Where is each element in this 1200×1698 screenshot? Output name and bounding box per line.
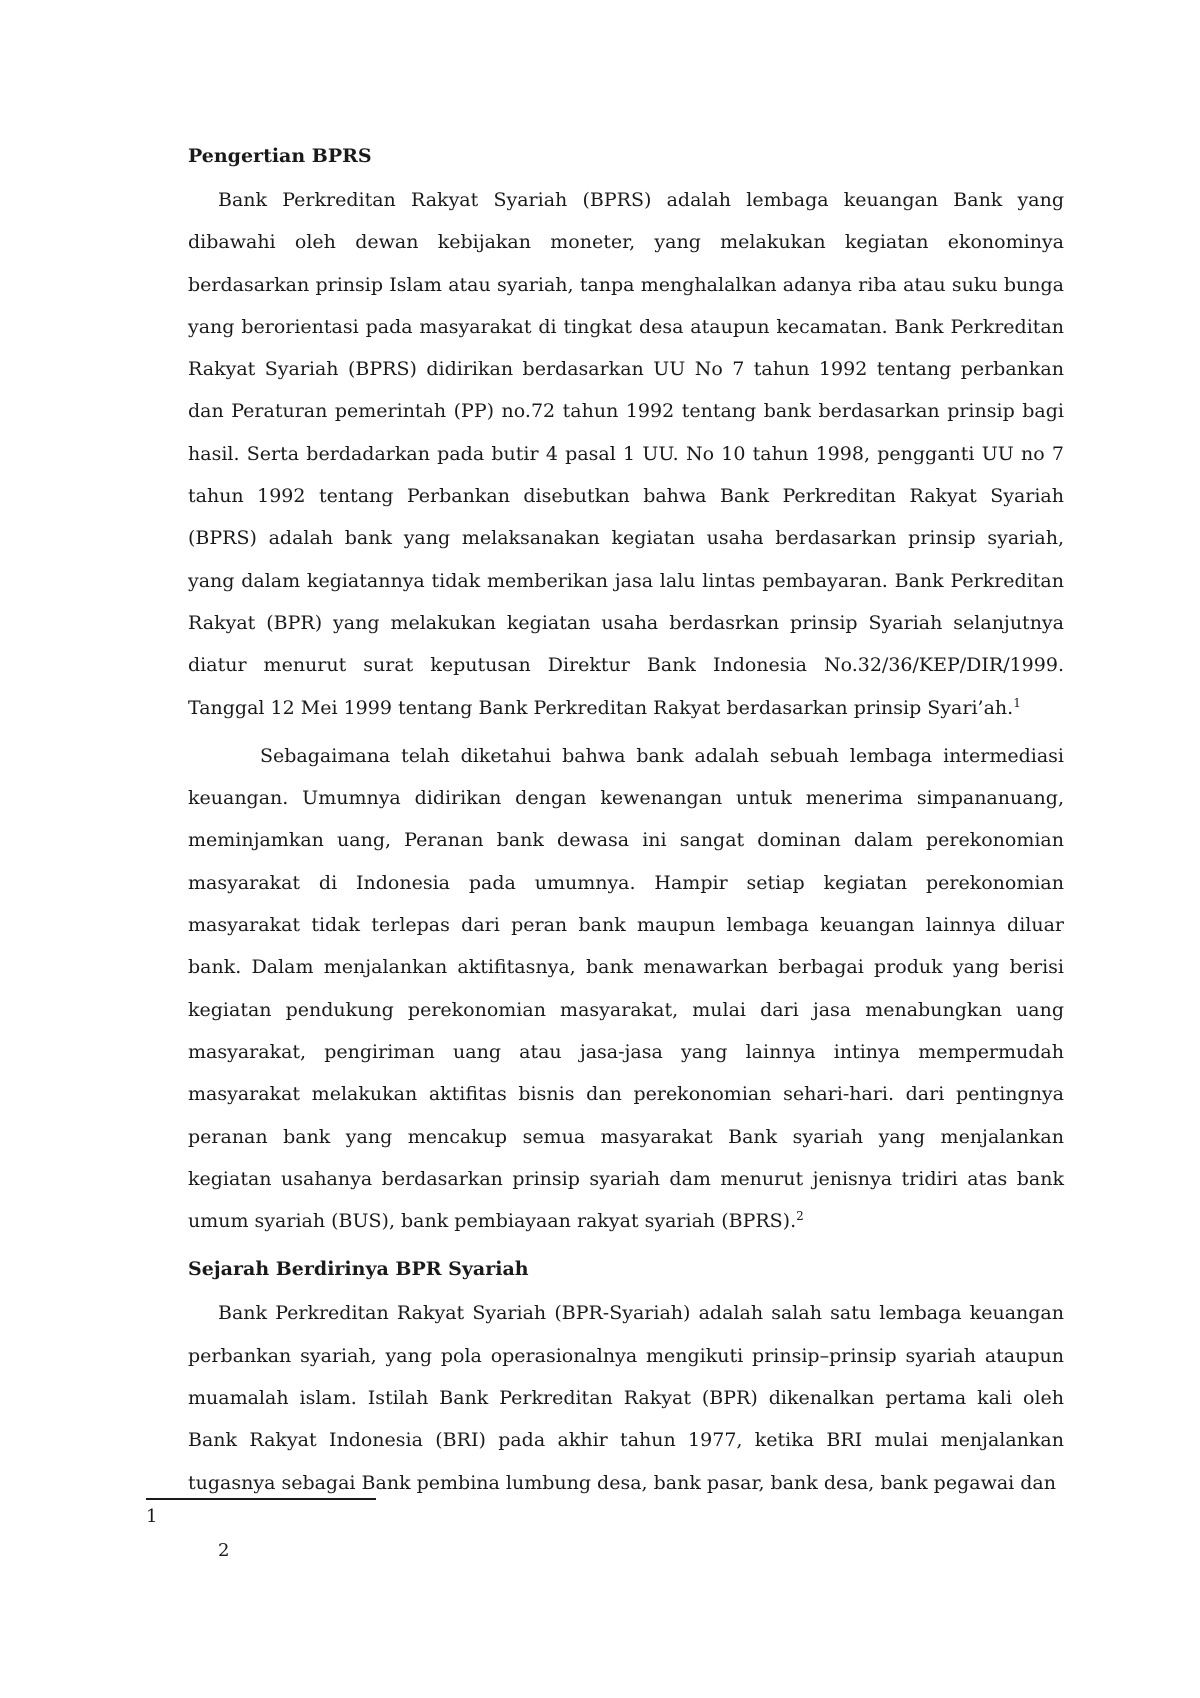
footnote-separator [146,1498,376,1500]
footnote-ref-2[interactable]: 2 [796,1209,804,1224]
paragraph-bank-role [188,735,1064,1243]
section-heading-sejarah: Sejarah Berdirinya BPR Syariah [188,1258,529,1281]
paragraph-definition-text: Bank Perkreditan Rakyat Syariah (BPRS) adalah lembaga keuangan Bank yang dibawahi oleh dewan kebijakan moneter, yang melakukan kegiatan ekonominya berdasarkan prinsip Islam atau syariah, tanpa menghalalkan adanya riba atau suku bunga yang berorientasi pada masyarakat di tingkat desa ataupun kecamatan. Bank Perkreditan Rakyat Syariah (BPRS) didirikan berdasarkan UU No 7 tahun 1992 tentang perbankan dan Peraturan pemerintah (PP) no.72 tahun 1992 tentang bank berdasarkan prinsip bagi hasil. Serta berdadarkan pada butir 4 pasal 1 UU. No 10 tahun 1998, pengganti UU no 7 tahun 1992 tentang Perbankan disebutkan bahwa Bank Perkreditan Rakyat Syariah (BPRS) adalah bank yang melaksanakan kegiatan usaha berdasarkan prinsip syariah, yang dalam kegiatannya tidak memberikan jasa lalu lintas pembayaran. Bank Perkreditan Rakyat (BPR) yang melakukan kegiatan usaha berdasrkan prinsip Syariah selanjutnya diatur menurut surat keputusan Direktur Bank Indonesia No.32/36/KEP/DIR/1999. Tanggal 12 Mei 1999 tentang Bank Perkreditan Rakyat berdasarkan prinsip Syari’ah. [188,189,1064,719]
footnote-ref-1[interactable]: 1 [1013,695,1021,710]
paragraph-history [188,1292,1064,1503]
footnote-marker-1: 1 [146,1506,158,1527]
paragraph-definition [188,179,1064,729]
paragraph-history-text: Bank Perkreditan Rakyat Syariah (BPR-Syariah) adalah salah satu lembaga keuangan perbankan syariah, yang pola operasionalnya mengikuti prinsip–prinsip syariah ataupun muamalah islam. Istilah Bank Perkreditan Rakyat (BPR) dikenalkan pertama kali oleh Bank Rakyat Indonesia (BRI) pada akhir tahun 1977, ketika BRI mulai menjalankan tugasnya sebagai Bank pembina lumbung desa, bank pasar, bank desa, bank pegawai dan [188,1302,1064,1494]
paragraph-bank-role-text: Sebagaimana telah diketahui bahwa bank adalah sebuah lembaga intermediasi keuangan. Umumnya didirikan dengan kewenangan untuk menerima simpananuang, meminjamkan uang, Peranan bank dewasa ini sangat dominan dalam perekonomian masyarakat di Indonesia pada umumnya. Hampir setiap kegiatan perekonomian masyarakat tidak terlepas dari peran bank maupun lembaga keuangan lainnya diluar bank. Dalam menjalankan aktifitasnya, bank menawarkan berbagai produk yang berisi kegiatan pendukung perekonomian masyarakat, mulai dari jasa menabungkan uang masyarakat, pengiriman uang atau jasa-jasa yang lainnya intinya mempermudah masyarakat melakukan aktifitas bisnis dan perekonomian sehari-hari. dari pentingnya peranan bank yang mencakup semua masyarakat Bank syariah yang menjalankan kegiatan usahanya berdasarkan prinsip syariah dam menurut jenisnya tridiri atas bank umum syariah (BUS), bank pembiayaan rakyat syariah (BPRS). [188,744,1064,1233]
section-heading-pengertian-bprs: Pengertian BPRS [188,145,372,167]
footnote-marker-2: 2 [218,1540,230,1561]
document-body [188,143,1064,1504]
